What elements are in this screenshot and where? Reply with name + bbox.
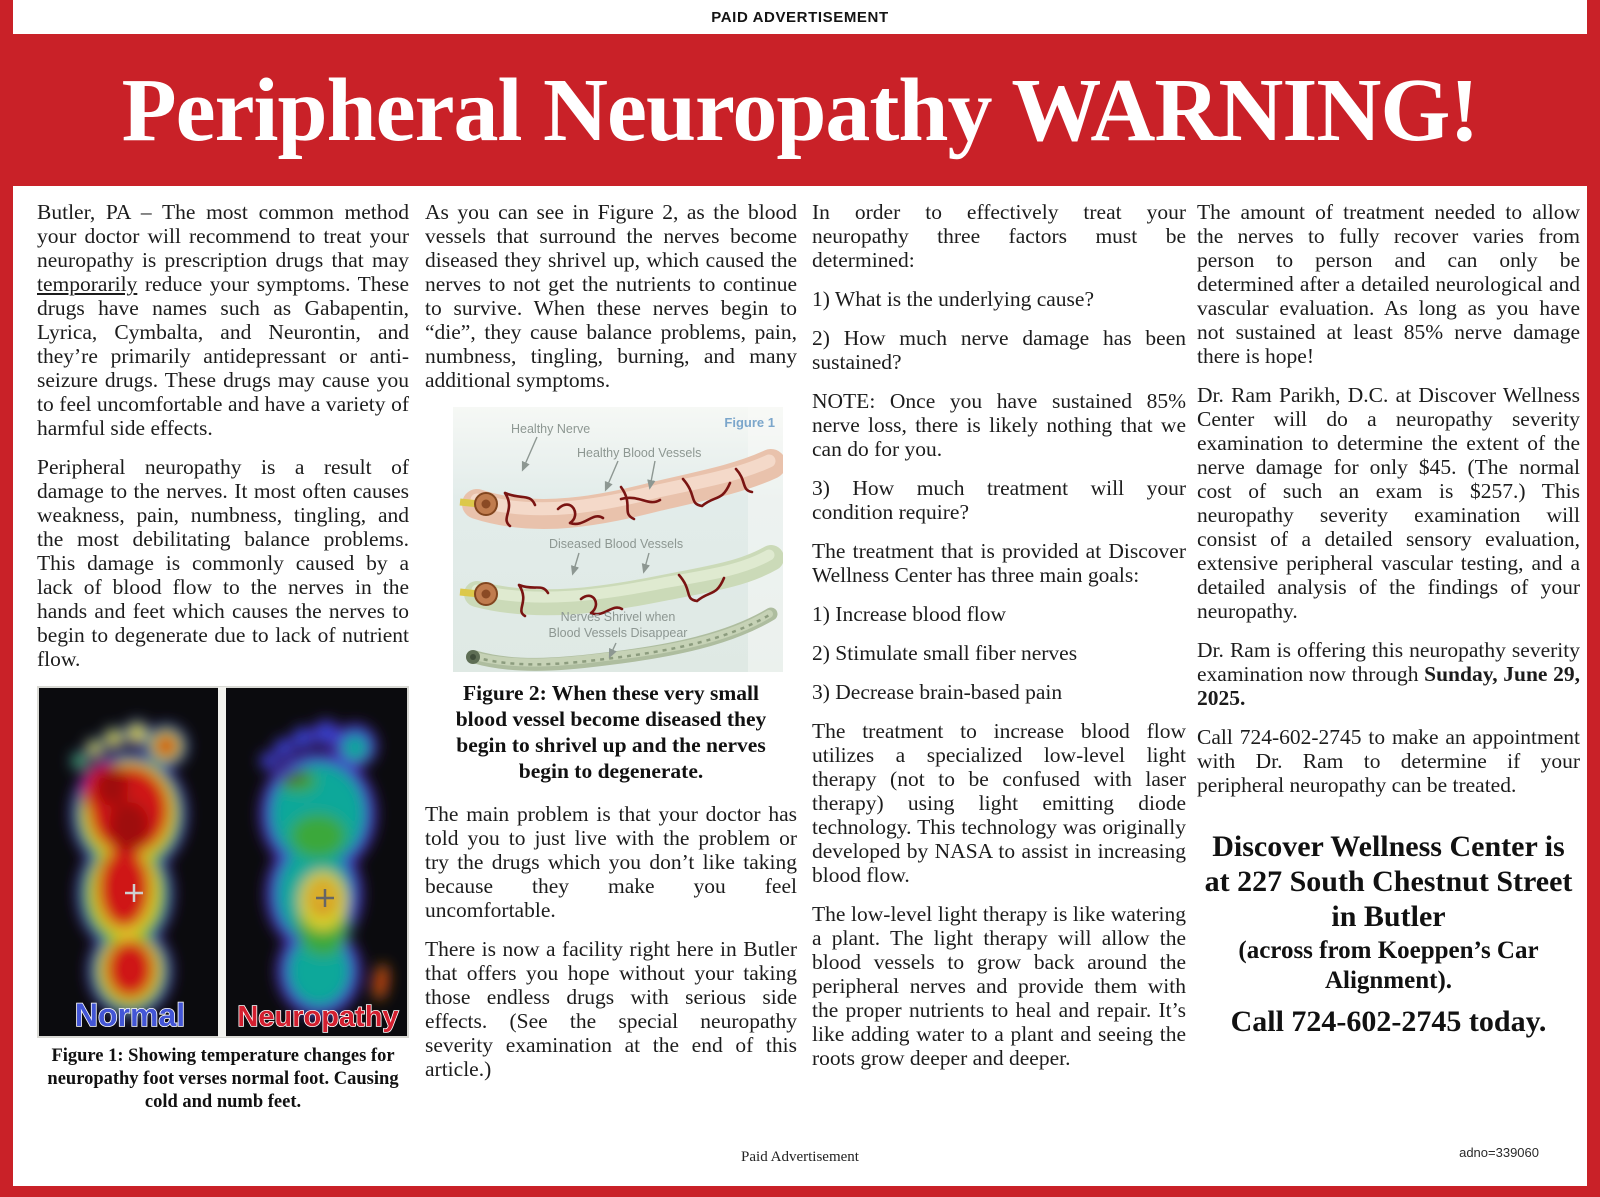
text-run: Dr. Ram is offering this neuropathy severity examination now through (1197, 638, 1580, 686)
healthy-vessels-label: Healthy Blood Vessels (577, 446, 702, 460)
figure-2-caption: Figure 2: When these very small blood vessel become diseased they begin to shrivel up and the nerves begin to degenerate. (455, 681, 767, 783)
goal-item-1: 1) Increase blood flow (812, 602, 1007, 626)
thermal-feet-image (37, 686, 409, 1038)
address-line-2: (across from Koeppen’s Car Alignment). (1238, 937, 1539, 994)
paid-advertisement-top-label: PAID ADVERTISEMENT (711, 8, 889, 26)
diseased-vessels-label: Diseased Blood Vessels (549, 537, 684, 551)
neuropathy-label: Neuropathy (237, 1001, 399, 1033)
top-strip (13, 0, 1587, 34)
underlined-word: temporarily (37, 272, 138, 296)
panel-divider (218, 687, 226, 1037)
paragraph-figure2-intro: As you can see in Figure 2, as the blood vessels that surround the nerves become diseased they shrivel up, which caused the nerves to not get the nutrients to continue to survive. When these nerves begin to “die”, they cause balance problems, pain, numbness, tingling, burning, and many additional symptoms. (425, 200, 797, 392)
headline-banner (0, 34, 1600, 186)
figure-1 (37, 686, 409, 1114)
figure-2 (425, 407, 797, 784)
normal-label: Normal (74, 997, 186, 1033)
paragraph-intro (37, 200, 409, 440)
text-run: Butler, PA – The most common method your doctor will recommend to treat your neuropathy is prescription drugs that may (37, 200, 409, 272)
paragraph-facility: There is now a facility right here in Butler that offers you hope without your taking those endless drugs with serious side effects. (See the special neuropathy severity examination at the end of this article.) (425, 937, 797, 1081)
paragraph-offer-date (1197, 638, 1580, 710)
paragraph-main-problem: The main problem is that your doctor has told you to just live with the problem or try the drugs which you don’t like taking because they make you feel uncomfortable. (425, 802, 797, 922)
column-3 (812, 200, 1186, 1085)
text-run: reduce your symptoms. These drugs have names such as Gabapentin, Lyrica, Cymbalta, and Neurontin, and they’re primarily antidepressant or anti-seizure drugs. These drugs may cause you to feel uncomfortable and have a variety of harmful side effects. (37, 272, 409, 440)
paragraph-call-appointment: Call 724-602-2745 to make an appointment with Dr. Ram to determine if your peripheral neuropathy can be treated. (1197, 725, 1580, 797)
call-today-line: Call 724-602-2745 today. (1230, 1005, 1547, 1038)
article-body (13, 186, 1587, 1186)
nerve-diagram-image (453, 407, 783, 672)
offer-deadline: Sunday, June 29, 2025. (1197, 662, 1580, 710)
column-4 (1197, 200, 1580, 1040)
goal-item-2: 2) Stimulate small fiber nerves (812, 641, 1078, 665)
shrivel-label-line2: Blood Vessels Disappear (548, 626, 688, 640)
paragraph-watering-plant: The low-level light therapy is like watering a plant. The light therapy will allow the blood vessels to grow back around the peripheral nerves and provide them with the proper nutrients to heal and repair. It’s like adding water to a plant and seeing the roots grow deeper and deeper. (812, 902, 1186, 1070)
paragraph-neuropathy-cause: Peripheral neuropathy is a result of damage to the nerves. It most often causes weakness, pain, numbness, tingling, and the most debilitating balance problems. This damage is commonly caused by a lack of blood flow to the nerves in the hands and feet which causes the nerves to begin to degenerate due to lack of nutrient flow. (37, 455, 409, 671)
address-line-1: Discover Wellness Center is at 227 South Chestnut Street in Butler (1204, 830, 1573, 933)
healthy-nerve-label: Healthy Nerve (511, 422, 591, 436)
headline-title: Peripheral Neuropathy WARNING! (121, 60, 1479, 160)
paragraph-three-goals: The treatment that is provided at Discover Wellness Center has three main goals: (812, 539, 1186, 587)
note-paragraph: NOTE: Once you have sustained 85% nerve loss, there is likely nothing that we can do for you. (812, 389, 1186, 461)
column-1 (37, 200, 409, 1114)
paid-advertisement-bottom-label: Paid Advertisement (741, 1149, 859, 1165)
list-item-1: 1) What is the underlying cause? (812, 287, 1094, 311)
paragraph-treatment-amount: The amount of treatment needed to allow the nerves to fully recover varies from person to person and can only be determined after a detailed neurological and vascular evaluation. As long as you have not sustained at least 85% nerve damage there is hope! (1197, 200, 1580, 368)
ad-number: adno=339060 (1459, 1145, 1539, 1160)
figure-1-caption: Figure 1: Showing temperature changes for neuropathy foot verses normal foot. Causing cold and numb feet. (47, 1046, 399, 1112)
list-item-3: 3) How much treatment will your condition require? (812, 476, 1186, 524)
list-item-2: 2) How much nerve damage has been sustained? (812, 326, 1186, 374)
shrivel-label-line1: Nerves Shrivel when (560, 610, 676, 624)
goal-item-3: 3) Decrease brain-based pain (812, 680, 1063, 704)
figure-corner-label: Figure 1 (724, 415, 775, 430)
paragraph-three-factors: In order to effectively treat your neuropathy three factors must be determined: (812, 200, 1186, 272)
paragraph-light-therapy: The treatment to increase blood flow utilizes a specialized low-level light therapy (not to be confused with laser therapy) using light emitting diode technology. This technology was originally developed by NASA to assist in increasing blood flow. (812, 719, 1186, 887)
paragraph-dr-parikh-exam: Dr. Ram Parikh, D.C. at Discover Wellness Center will do a neuropathy severity examination to determine the extent of the nerve damage for only $45. (The normal cost of such an exam is $257.) This neuropathy severity examination will consist of a detailed sensory evaluation, extensive peripheral vascular testing, and a detailed analysis of the findings of your neuropathy. (1197, 383, 1580, 623)
column-2 (425, 200, 797, 1096)
